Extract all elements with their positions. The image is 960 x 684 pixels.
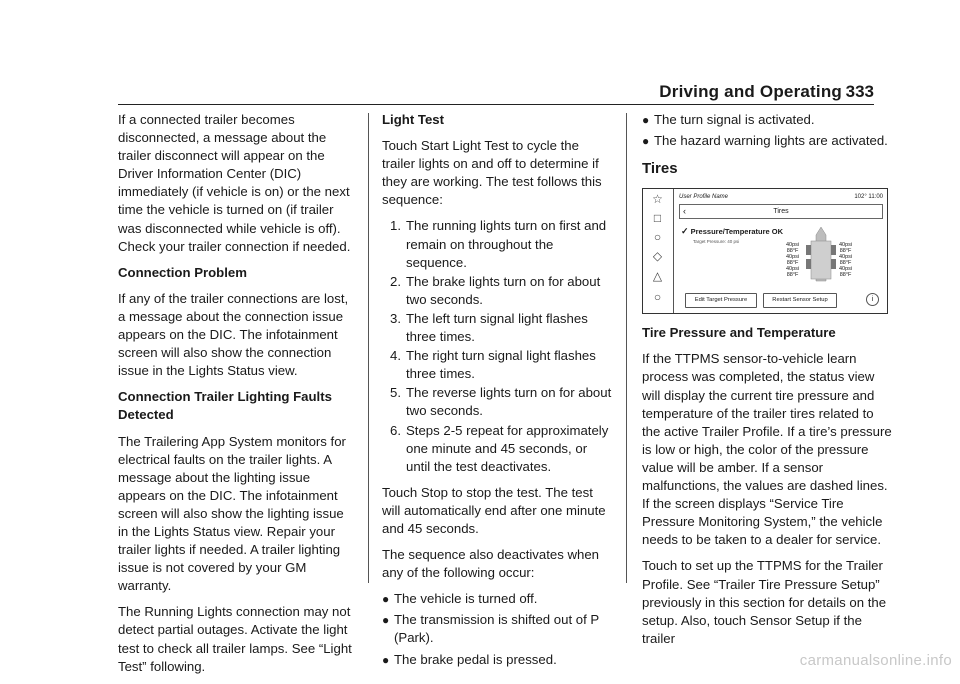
column-3 xyxy=(642,111,892,656)
bullet-text: The hazard warning lights are activated. xyxy=(654,133,888,149)
paragraph: If any of the trailer connections are lost, a message about the connection issue appears on the DIC. The infotainment screen will also show the connection issue in the Lights Status view. xyxy=(118,290,349,379)
bullet-text: The brake pedal is pressed. xyxy=(394,651,557,667)
bullet-icon: ● xyxy=(382,613,390,628)
paragraph: The Trailering App System monitors for electrical faults on the trailer lights. A message about the lighting issue appears on the DIC. The infotainment screen will also show the lighting issue in the Lights Status view. Repair your trailer lights if needed. A trailer lighting issue is not covered by your GM warranty. xyxy=(118,433,346,594)
edit-target-pressure-button[interactable]: Edit Target Pressure xyxy=(685,293,757,308)
bullet-icon: ● xyxy=(642,134,650,149)
tire-temperature: 88°F xyxy=(786,259,799,266)
subheading: Light Test xyxy=(382,112,445,127)
profile-name: User Profile Name xyxy=(679,194,729,201)
step-number: 5. xyxy=(390,385,401,401)
list-item xyxy=(382,310,612,346)
paragraph: Touch to set up the TTPMS for the Trailer Profile. See “Trailer Tire Pressure Setup” previously in this section for details on the setup. Also, touch Sensor Setup if the trailer xyxy=(642,558,887,646)
bullet-text: The turn signal is activated. xyxy=(654,112,815,127)
paragraph: Touch Stop to stop the test. The test will automatically end after one minute and 45 seconds. xyxy=(382,484,606,536)
step-text: The reverse lights turn on for about two seconds. xyxy=(406,385,612,419)
tire-temperature: 88°F xyxy=(839,259,852,266)
circle-icon: ○ xyxy=(653,230,662,245)
list-item xyxy=(382,590,612,608)
tire-pressure: 40psi xyxy=(786,242,800,249)
paragraph: The Running Lights connection may not detect partial outages. Activate the light test to check all trailer lamps. See “Light Test” following. xyxy=(118,604,352,674)
list-item xyxy=(642,111,892,129)
tires-screen-figure xyxy=(642,188,888,314)
tire-pressure: 40psi xyxy=(839,266,853,273)
step-text: The brake lights turn on for about two seconds. xyxy=(406,273,601,307)
list-item xyxy=(382,651,612,669)
bullet-list xyxy=(642,111,892,150)
tire-temperature: 88°F xyxy=(786,247,799,254)
status-ok-text: Pressure/Temperature OK xyxy=(690,227,784,237)
list-item xyxy=(382,347,612,383)
tire-reading xyxy=(786,255,799,266)
section-title: Driving and Operating xyxy=(659,82,842,101)
screen-title: Tires xyxy=(773,208,789,216)
subheading: Connection Trailer Lighting Faults Detected xyxy=(118,389,332,423)
checkmark-icon: ✓ xyxy=(681,226,689,237)
target-pressure: Target Pressure: 40 psi xyxy=(693,239,740,245)
tire-pressure: 40psi xyxy=(786,254,800,261)
tire-reading xyxy=(786,243,799,254)
triangle-icon: △ xyxy=(652,269,663,284)
tire-reading xyxy=(839,243,852,254)
column-2 xyxy=(382,111,612,677)
bullet-text: The transmission is shifted out of P (Park). xyxy=(394,612,599,646)
list-item xyxy=(382,217,612,271)
bullet-icon: ● xyxy=(642,113,650,127)
column-1 xyxy=(118,111,354,684)
bullet-list xyxy=(382,590,612,668)
step-text: The right turn signal light flashes three times. xyxy=(406,348,596,382)
list-item xyxy=(382,611,612,647)
star-icon: ☆ xyxy=(652,192,663,207)
tire-pressure: 40psi xyxy=(786,266,800,273)
step-text: The running lights turn on first and remain on throughout the sequence. xyxy=(406,218,607,270)
paragraph: The sequence also deactivates when any of the following occur: xyxy=(382,547,600,581)
header-rule xyxy=(118,104,874,105)
restart-sensor-setup-button[interactable]: Restart Sensor Setup xyxy=(763,293,837,308)
diamond-icon: ◇ xyxy=(652,249,663,264)
tire-temperature: 88°F xyxy=(839,247,852,254)
step-number: 4. xyxy=(390,348,401,364)
tire-reading xyxy=(786,267,799,278)
status-readout: 102° 11:00 xyxy=(854,194,883,201)
tire-reading xyxy=(839,255,852,266)
column-divider xyxy=(368,113,369,583)
tire-temperature: 88°F xyxy=(839,271,852,278)
tire-temperature: 88°F xyxy=(786,271,799,278)
paragraph: Touch Start Light Test to cycle the trailer lights on and off to determine if they are working. The test follows this sequence: xyxy=(382,138,602,208)
step-number: 3. xyxy=(390,310,401,326)
info-icon[interactable]: i xyxy=(866,293,879,306)
list-item xyxy=(382,422,612,476)
paragraph: If the TTPMS sensor-to-vehicle learn process was completed, the status view will display the current tire pressure and temperature of the trailer tires related to the active Trailer Profile. If a tire’s pressure is low or high, the color of the pressure value will be amber. If a sensor malfunctions, the values are dashed lines. If the screen displays “Service Tire Pressure Monitoring System,” the vehicle needs to be taken to a dealer for service. xyxy=(642,351,892,548)
tire-pressure: 40psi xyxy=(839,254,853,261)
list-item xyxy=(382,384,612,420)
step-list xyxy=(382,217,612,475)
step-number: 2. xyxy=(390,273,401,289)
tire-reading xyxy=(839,267,852,278)
watermark: carmanualsonline.info xyxy=(799,652,952,669)
square-icon: □ xyxy=(653,211,662,226)
page-header xyxy=(0,82,960,106)
list-item xyxy=(382,273,612,309)
bullet-icon: ● xyxy=(382,652,390,667)
column-divider xyxy=(626,113,627,583)
list-item xyxy=(642,132,892,150)
step-text: Steps 2-5 repeat for approximately one minute and 45 seconds, or until the test deactivates. xyxy=(406,422,609,474)
subheading: Tire Pressure and Temperature xyxy=(642,325,836,341)
subheading: Connection Problem xyxy=(118,264,247,280)
section-heading: Tires xyxy=(642,160,678,178)
page-number: 333 xyxy=(845,82,874,101)
step-number: 1. xyxy=(390,218,401,234)
paragraph: If a connected trailer becomes disconnected, a message about the trailer disconnect will appear on the Driver Information Center (DIC) immediately (if vehicle is on) or the next time the vehicle is turned on (if trailer was disconnected while vehicle is off). Check your trailer connection if needed. xyxy=(118,112,351,254)
bullet-text: The vehicle is turned off. xyxy=(394,591,538,607)
circle-icon: ○ xyxy=(653,290,662,305)
step-text: The left turn signal light flashes three times. xyxy=(406,310,588,345)
back-chevron-icon[interactable]: ‹ xyxy=(683,206,686,217)
step-number: 6. xyxy=(390,422,401,438)
tire-pressure: 40psi xyxy=(839,242,853,249)
bullet-icon: ● xyxy=(382,592,390,607)
